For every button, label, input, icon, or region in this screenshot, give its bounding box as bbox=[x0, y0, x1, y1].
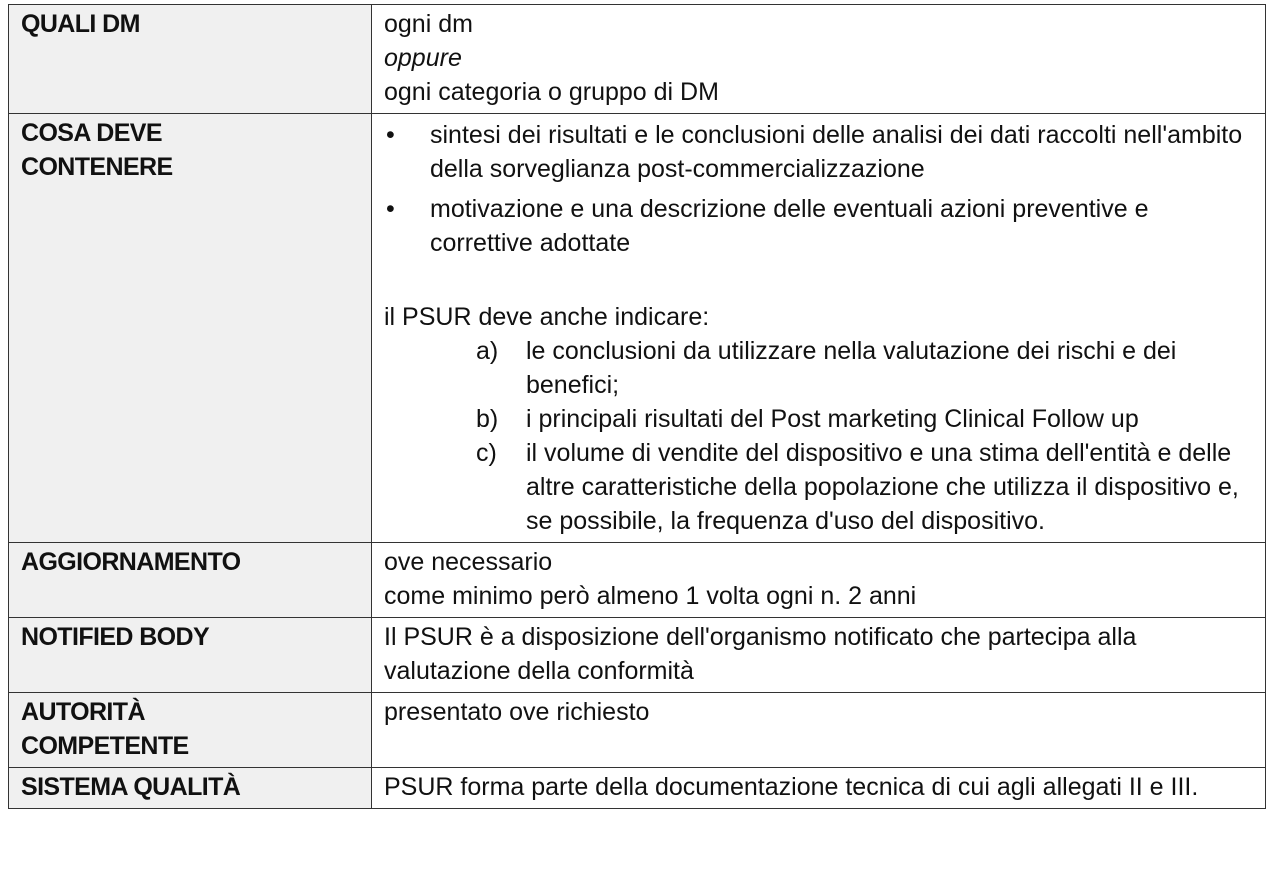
table-row-cosa-deve-contenere bbox=[9, 114, 1266, 543]
row-label-quali-dm bbox=[9, 5, 372, 114]
content-line: ogni categoria o gruppo di DM bbox=[384, 78, 719, 106]
label-text: CONTENERE bbox=[21, 153, 173, 181]
row-label-cosa-deve-contenere bbox=[9, 114, 372, 543]
content-line-italic: oppure bbox=[384, 44, 462, 72]
list-marker: c) bbox=[476, 439, 497, 467]
list-item bbox=[384, 192, 1255, 260]
row-content-aggiornamento bbox=[372, 543, 1266, 618]
row-content-notified-body bbox=[372, 618, 1266, 693]
row-label-notified-body bbox=[9, 618, 372, 693]
list-marker: b) bbox=[476, 405, 499, 433]
label-text: NOTIFIED BODY bbox=[21, 623, 210, 651]
bullet-icon: • bbox=[386, 121, 395, 149]
psur-table bbox=[8, 4, 1266, 809]
label-text: COMPETENTE bbox=[21, 732, 189, 760]
label-text: AUTORITÀ bbox=[21, 698, 145, 726]
list-item bbox=[384, 334, 1255, 402]
list-item-text: il volume di vendite del dispositivo e una stima dell'entità e delle altre caratteristiche della popolazione che utilizza il dispositivo e, se possibile, la frequenza d'uso del dispositivo. bbox=[526, 439, 1239, 535]
list-item bbox=[384, 118, 1255, 186]
label-text: SISTEMA QUALITÀ bbox=[21, 773, 241, 801]
table-row-quali-dm bbox=[9, 5, 1266, 114]
row-label-sistema-qualita bbox=[9, 768, 372, 809]
content-line: il PSUR deve anche indicare: bbox=[384, 303, 710, 331]
bullet-list bbox=[384, 118, 1255, 260]
list-marker: a) bbox=[476, 337, 499, 365]
row-content-cosa-deve-contenere bbox=[372, 114, 1266, 543]
content-line: presentato ove richiesto bbox=[384, 698, 650, 726]
table-row-sistema-qualita bbox=[9, 768, 1266, 809]
row-content-autorita-competente bbox=[372, 693, 1266, 768]
row-label-aggiornamento bbox=[9, 543, 372, 618]
label-text: QUALI DM bbox=[21, 10, 140, 38]
content-line: ogni dm bbox=[384, 10, 473, 38]
bullet-icon: • bbox=[386, 195, 395, 223]
row-label-autorita-competente bbox=[9, 693, 372, 768]
bullet-text: sintesi dei risultati e le conclusioni delle analisi dei dati raccolti nell'ambito della sorveglianza post-commercializzazione bbox=[430, 121, 1243, 183]
list-item-text: i principali risultati del Post marketing Clinical Follow up bbox=[526, 405, 1139, 433]
table-row-autorita-competente bbox=[9, 693, 1266, 768]
lettered-list bbox=[384, 334, 1255, 538]
content-line: come minimo però almeno 1 volta ogni n. 2 anni bbox=[384, 582, 917, 610]
row-content-sistema-qualita bbox=[372, 768, 1266, 809]
spacer bbox=[384, 266, 1255, 300]
bullet-text: motivazione e una descrizione delle eventuali azioni preventive e correttive adottate bbox=[430, 195, 1149, 257]
table-row-aggiornamento bbox=[9, 543, 1266, 618]
list-item-text: le conclusioni da utilizzare nella valutazione dei rischi e dei benefici; bbox=[526, 337, 1177, 399]
content-text: Il PSUR è a disposizione dell'organismo notificato che partecipa alla valutazione della conformità bbox=[384, 623, 1137, 685]
label-text: AGGIORNAMENTO bbox=[21, 548, 241, 576]
list-item bbox=[384, 436, 1255, 538]
content-text: PSUR forma parte della documentazione tecnica di cui agli allegati II e III. bbox=[384, 773, 1199, 801]
content-line: ove necessario bbox=[384, 548, 553, 576]
list-item bbox=[384, 402, 1255, 436]
row-content-quali-dm bbox=[372, 5, 1266, 114]
label-text: COSA DEVE bbox=[21, 119, 162, 147]
table-row-notified-body bbox=[9, 618, 1266, 693]
